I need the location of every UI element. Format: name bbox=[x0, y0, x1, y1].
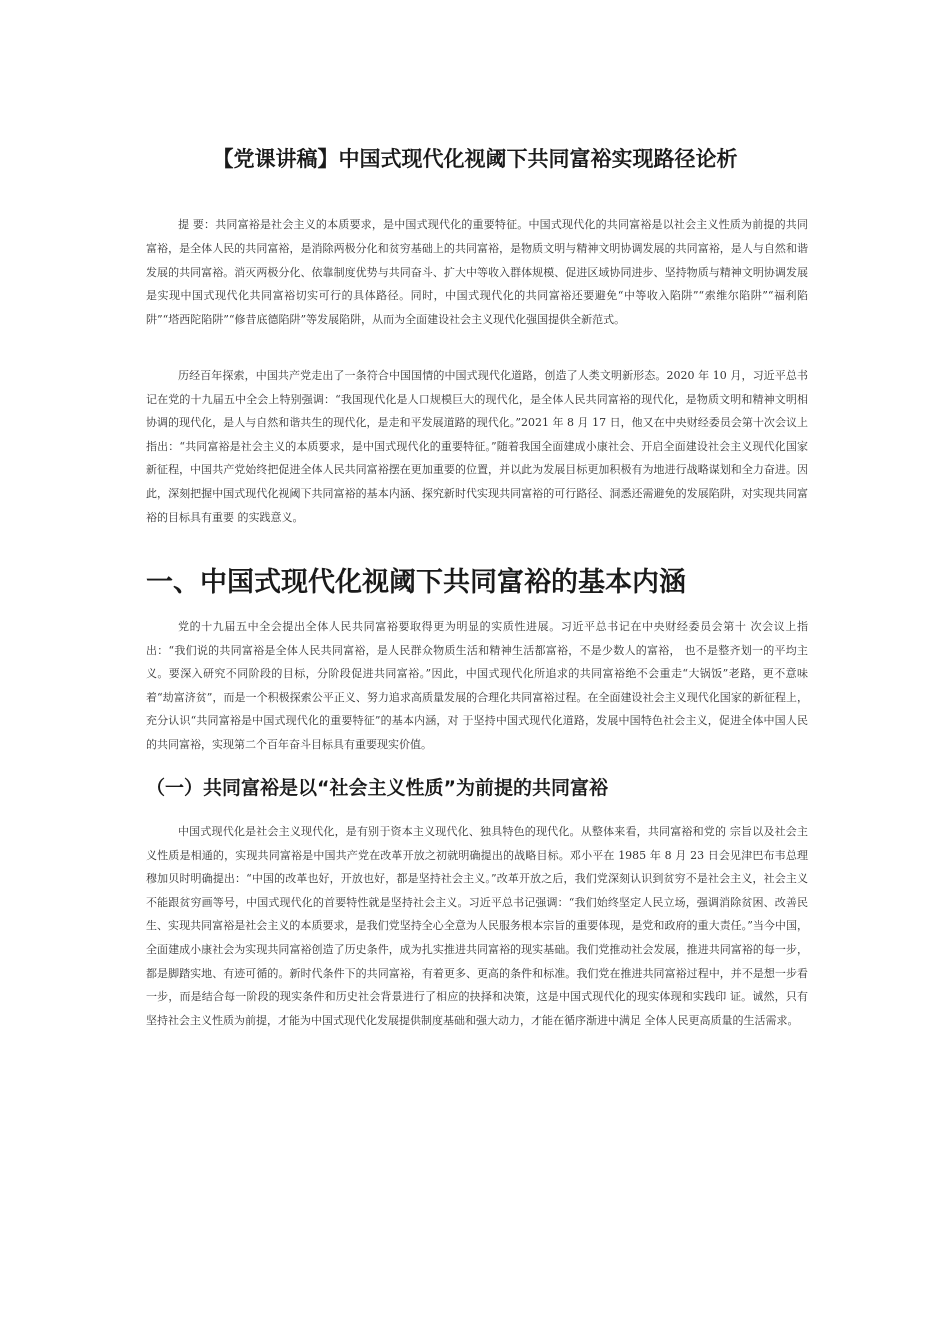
abstract-paragraph: 提 要：共同富裕是社会主义的本质要求，是中国式现代化的重要特征。中国式现代化的共同富裕是以社会主义性质为前提的共同富裕，是全体人民的共同富裕，是消除两极分化和贫穷基础上的共同富裕，是物质文明与精神文明协调发展的共同富裕，是人与自然和谐发展的共同富裕。消灭两极分化、依靠制度优势与共同奋斗、扩大中等收入群体规模、促进区域协同进步、坚持物质与精神文明协调发展是实现中国式现代化共同富裕切实可行的具体路径。同时，中国式现代化的共同富裕还要避免“中等收入陷阱”“索维尔陷阱”“福利陷阱”“塔西陀陷阱”“修昔底德陷阱”等发展陷阱，从而为全面建设社会主义现代化强国提供全新范式。 bbox=[146, 218, 808, 327]
subsection-1-paragraph: 中国式现代化是社会主义现代化，是有别于资本主义现代化、独具特色的现代化。从整体来看，共同富裕和党的 宗旨以及社会主义性质是相通的，实现共同富裕是中国共产党在改革开放之初就明确提出的战略目标。邓小平在 1985 年 8 月 23 日会见津巴布韦总理穆加贝时明确提出：“中国的改革也好，开放也好，都是坚持社会主义。”改革开放之后，我们党深刻认识到贫穷不是社会主义，社会主义不能跟贫穷画等号，中国式现代化的首要特性就是坚持社会主义。习近平总书记强调：“我们始终坚定人民立场，强调消除贫困、改善民生、实现共同富裕是社会主义的本质要求，是我们党坚持全心全意为人民服务根本宗旨的重要体现，是党和政府的重大责任。”当今中国，全面建成小康社会为实现共同富裕创造了历史条件，成为扎实推进共同富裕的现实基础。我们党推动社会发展，推进共同富裕的每一步，都是脚踏实地、有迹可循的。新时代条件下的共同富裕，有着更多、更高的条件和标准。我们党在推进共同富裕过程中，并不是想一步看 一步，而是结合每一阶段的现实条件和历史社会背景进行了相应的抉择和决策，这是中国式现代化的现实体现和实践印 证。诚然，只有坚持社会主义性质为前提，才能为中国式现代化发展提供制度基础和强大动力，才能在循序渐进中满足 全体人民更高质量的生活需求。 bbox=[146, 825, 808, 1027]
section-heading-1: 一、中国式现代化视阈下共同富裕的基本内涵 bbox=[146, 567, 686, 598]
section-1-paragraph: 党的十九届五中全会提出全体人民共同富裕要取得更为明显的实质性进展。习近平总书记在中央财经委员会第十 次会议上指出：“我们说的共同富裕是全体人民共同富裕，是人民群众物质生活和精神生活都富裕，不是少数人的富裕， 也不是整齐划一的平均主义。要深入研究不同阶段的目标，分阶段促进共同富裕。”因此，中国式现代化所追求的共同富裕绝不会重走“大锅饭”老路，更不意味着“劫富济贫”，而是一个积极探索公平正义、努力追求高质量发展的合理化共同富裕过程。在全面建设社会主义现代化国家的新征程上，充分认识“共同富裕是中国式现代化的重要特征”的基本内涵，对 于坚持中国式现代化道路，发展中国特色社会主义，促进全体中国人民的共同富裕，实现第二个百年奋斗目标具有重要现实价值。 bbox=[146, 620, 808, 751]
document-title: 【党课讲稿】中国式现代化视阈下共同富裕实现路径论析 bbox=[212, 147, 738, 172]
subsection-heading-1: （一）共同富裕是以“社会主义性质”为前提的共同富裕 bbox=[146, 777, 608, 799]
intro-paragraph: 历经百年探索，中国共产党走出了一条符合中国国情的中国式现代化道路，创造了人类文明新形态。2020 年 10 月，习近平总书记在党的十九届五中全会上特别强调：“我国现代化是人口规模巨大的现代化，是全体人民共同富裕的现代化，是物质文明和精神文明相协调的现代化，是人与自然和谐共生的现代化，是走和平发展道路的现代化。”2021 年 8 月 17 日，他又在中央财经委员会第十次会议上指出：“共同富裕是社会主义的本质要求，是中国式现代化的重要特征。”随着我国全面建成小康社会、开启全面建设社会主义现代化国家新征程，中国共产党始终把促进全体人民共同富裕摆在更加重要的位置，并以此为发展目标更加积极有为地进行战略谋划和全力奋进。因此，深刻把握中国式现代化视阈下共同富裕的基本内涵、探究新时代实现共同富裕的可行路径、洞悉还需避免的发展陷阱，对实现共同富裕的目标具有重要 的实践意义。 bbox=[146, 369, 808, 524]
